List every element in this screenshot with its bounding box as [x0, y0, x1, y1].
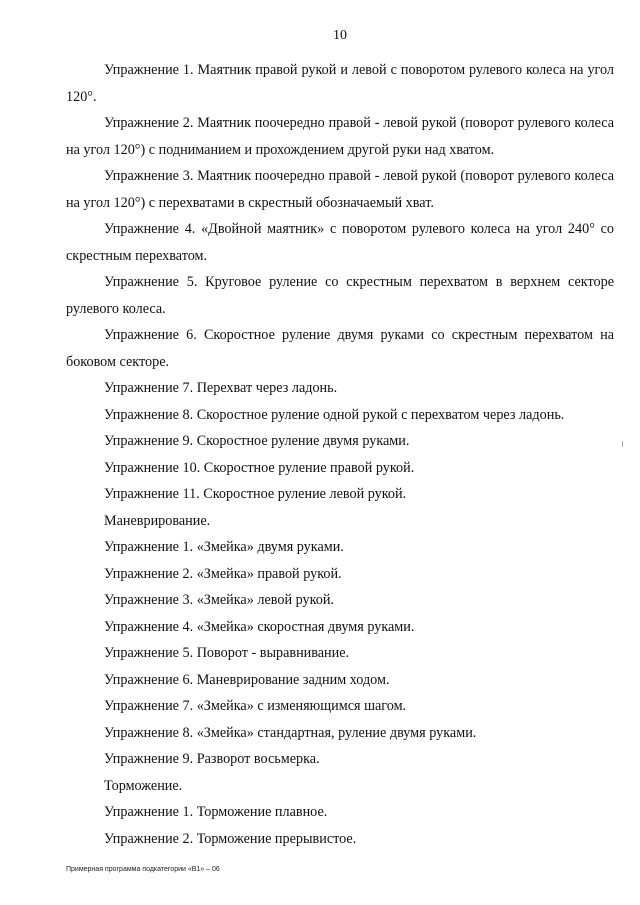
document-body — [66, 57, 614, 852]
paragraph-maneuver-4: Упражнение 4. «Змейка» скоростная двумя руками. — [104, 618, 415, 635]
paragraph-maneuver-2: Упражнение 2. «Змейка» правой рукой. — [104, 565, 342, 582]
paragraph-maneuver-8: Упражнение 8. «Змейка» стандартная, руление двумя руками. — [104, 724, 477, 741]
paragraph-maneuver-5: Упражнение 5. Поворот - выравнивание. — [104, 645, 350, 661]
paragraph-maneuver-1: Упражнение 1. «Змейка» двумя руками. — [104, 539, 344, 555]
paragraph-maneuver-7: Упражнение 7. «Змейка» с изменяющимся шагом. — [104, 698, 407, 714]
section-heading-braking: Торможение. — [104, 777, 183, 794]
page-footer: Примерная программа подкатегории «B1» – 06 — [66, 866, 220, 873]
paragraph-exercise-7: Упражнение 7. Перехват через ладонь. — [104, 380, 338, 396]
section-heading-maneuvering: Маневрирование. — [104, 512, 211, 529]
paragraph-exercise-5: Упражнение 5. Круговое руление со скрестным перехватом в верхнем секторе рулевого колеса. — [66, 274, 614, 317]
paragraph-braking-1: Упражнение 1. Торможение плавное. — [104, 804, 328, 820]
paragraph-maneuver-3: Упражнение 3. «Змейка» левой рукой. — [104, 592, 334, 608]
paragraph-maneuver-9: Упражнение 9. Разворот восьмерка. — [104, 751, 320, 767]
paragraph-exercise-1: Упражнение 1. Маятник правой рукой и левой с поворотом рулевого колеса на угол 120°. — [66, 62, 614, 105]
paragraph-exercise-11: Упражнение 11. Скоростное руление левой рукой. — [104, 486, 407, 502]
paragraph-exercise-3: Упражнение 3. Маятник поочередно правой - левой рукой (поворот рулевого колеса на угол 120°) с перехватами в скрестный обозначаемый хват. — [66, 168, 614, 211]
paragraph-exercise-2: Упражнение 2. Маятник поочередно правой - левой рукой (поворот рулевого колеса на угол 120°) с подниманием и прохождением другой руки над хватом. — [66, 115, 614, 158]
paragraph-exercise-9: Упражнение 9. Скоростное руление двумя руками. — [104, 433, 410, 449]
paragraph-braking-2: Упражнение 2. Торможение прерывистое. — [104, 830, 357, 847]
scan-mark — [622, 441, 623, 447]
paragraph-exercise-8: Упражнение 8. Скоростное руление одной рукой с перехватом через ладонь. — [104, 406, 565, 423]
paragraph-exercise-10: Упражнение 10. Скоростное руление правой рукой. — [104, 459, 415, 476]
paragraph-maneuver-6: Упражнение 6. Маневрирование задним ходом. — [104, 671, 390, 688]
paragraph-exercise-6: Упражнение 6. Скоростное руление двумя руками со скрестным перехватом на боковом секторе. — [66, 327, 614, 370]
page-number: 10 — [333, 28, 347, 43]
paragraph-exercise-4: Упражнение 4. «Двойной маятник» с поворотом рулевого колеса на угол 240° со скрестным перехватом. — [66, 221, 614, 264]
